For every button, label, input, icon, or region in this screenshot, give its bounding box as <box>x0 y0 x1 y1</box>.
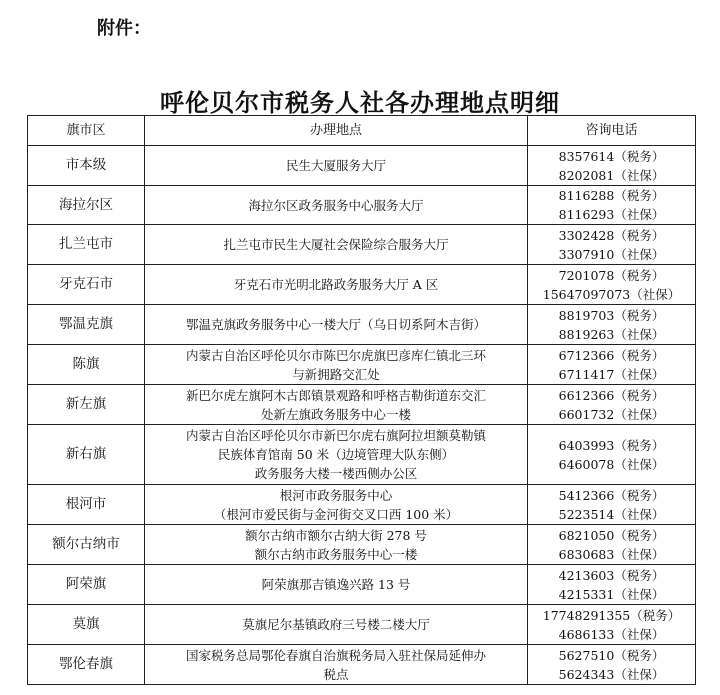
address-cell <box>145 485 528 525</box>
tax-phone: 5412366（税务） <box>558 487 665 503</box>
social-security-phone: 6460078（社保） <box>558 456 665 472</box>
tax-phone: 6712366（税务） <box>558 347 665 363</box>
table-row <box>28 186 696 225</box>
address-cell <box>145 305 528 345</box>
address-line: （根河市爱民街与金河街交叉口西 100 米） <box>213 506 459 522</box>
address-line: 民族体育馆南 50 米（边境管理大队东侧） <box>217 447 455 462</box>
social-security-phone: 4215331（社保） <box>558 586 665 602</box>
address-line: 内蒙古自治区呼伦贝尔市陈巴尔虎旗巴彦库仁镇北三环 <box>185 347 486 363</box>
address-line: 民生大厦服务大厅 <box>285 158 386 173</box>
social-security-phone: 6830683（社保） <box>558 546 665 562</box>
district-cell: 额尔古纳市 <box>28 525 145 565</box>
district-cell: 根河市 <box>28 485 145 525</box>
table-row <box>28 645 696 685</box>
tax-phone: 3302428（税务） <box>558 227 665 243</box>
tax-phone: 7201078（税务） <box>558 267 665 283</box>
phone-cell <box>528 225 696 265</box>
phone-cell <box>528 385 696 425</box>
address-line: 税点 <box>323 666 349 682</box>
tax-phone: 8116288（税务） <box>558 188 665 203</box>
address-line: 额尔古纳市额尔古纳大街 278 号 <box>245 527 427 543</box>
table-row <box>28 425 696 485</box>
tax-phone: 8819703（税务） <box>558 307 665 323</box>
column-header-district: 旗市区 <box>28 116 145 146</box>
phone-cell <box>528 265 696 305</box>
address-line: 莫旗尼尔基镇政府三号楼二楼大厅 <box>242 617 430 632</box>
tax-phone: 6821050（税务） <box>558 527 665 543</box>
phone-cell <box>528 146 696 186</box>
address-cell <box>145 186 528 225</box>
tax-phone: 5627510（税务） <box>558 647 665 663</box>
table-row <box>28 385 696 425</box>
address-cell <box>145 605 528 645</box>
table-row <box>28 225 696 265</box>
district-cell: 新右旗 <box>28 425 145 485</box>
address-cell <box>145 225 528 265</box>
table-row <box>28 146 696 186</box>
tax-phone: 6403993（税务） <box>558 437 665 453</box>
district-cell: 莫旗 <box>28 605 145 645</box>
tax-phone: 17748291355（税务） <box>542 607 681 623</box>
address-cell <box>145 645 528 685</box>
phone-cell <box>528 345 696 385</box>
address-line: 处新左旗政务服务中心一楼 <box>260 406 411 422</box>
social-security-phone: 3307910（社保） <box>558 246 665 262</box>
phone-cell <box>528 425 696 485</box>
social-security-phone: 8116293（社保） <box>558 207 665 222</box>
address-cell <box>145 425 528 485</box>
table-row <box>28 525 696 565</box>
column-header-phone: 咨询电话 <box>528 116 696 146</box>
social-security-phone: 5624343（社保） <box>558 666 665 682</box>
table-row <box>28 605 696 645</box>
district-cell: 牙克石市 <box>28 265 145 305</box>
address-cell <box>145 265 528 305</box>
address-cell <box>145 146 528 186</box>
social-security-phone: 6601732（社保） <box>558 406 665 422</box>
phone-cell <box>528 305 696 345</box>
address-line: 海拉尔区政务服务中心服务大厅 <box>248 197 424 213</box>
table-body <box>28 146 696 685</box>
table-row <box>28 485 696 525</box>
tax-phone: 6612366（税务） <box>558 387 665 403</box>
district-cell: 鄂伦春旗 <box>28 645 145 685</box>
table-row <box>28 265 696 305</box>
social-security-phone: 4686133（社保） <box>558 626 665 642</box>
social-security-phone: 6711417（社保） <box>558 366 665 382</box>
address-line: 政务服务大楼一楼西侧办公区 <box>254 466 418 481</box>
address-line: 扎兰屯市民生大厦社会保险综合服务大厅 <box>223 237 449 252</box>
tax-phone: 4213603（税务） <box>558 567 665 583</box>
address-line: 根河市政务服务中心 <box>279 487 393 503</box>
district-cell: 扎兰屯市 <box>28 225 145 265</box>
table-row <box>28 565 696 605</box>
address-line: 阿荣旗那吉镇逸兴路 13 号 <box>261 577 411 592</box>
social-security-phone: 8819263（社保） <box>558 326 665 342</box>
address-cell <box>145 525 528 565</box>
district-cell: 陈旗 <box>28 345 145 385</box>
district-cell: 鄂温克旗 <box>28 305 145 345</box>
phone-cell <box>528 186 696 225</box>
address-line: 鄂温克旗政务服务中心一楼大厅（乌日切系阿木吉街） <box>185 317 486 332</box>
social-security-phone: 15647097073（社保） <box>542 286 681 302</box>
phone-cell <box>528 485 696 525</box>
social-security-phone: 8202081（社保） <box>558 167 665 183</box>
address-line: 内蒙古自治区呼伦贝尔市新巴尔虎右旗阿拉坦额莫勒镇 <box>185 428 486 443</box>
attachment-label: 附件： <box>97 18 151 39</box>
district-cell: 新左旗 <box>28 385 145 425</box>
document-title: 呼伦贝尔市税务人社各办理地点明细 <box>160 89 560 117</box>
address-line: 新巴尔虎左旗阿木古郎镇景观路和呼格吉勒街道东交汇 <box>185 387 486 403</box>
office-locations-table <box>27 115 696 685</box>
address-cell <box>145 385 528 425</box>
social-security-phone: 5223514（社保） <box>558 506 665 522</box>
phone-cell <box>528 565 696 605</box>
table-row <box>28 305 696 345</box>
phone-cell <box>528 645 696 685</box>
district-cell: 市本级 <box>28 146 145 186</box>
phone-cell <box>528 605 696 645</box>
phone-cell <box>528 525 696 565</box>
address-line: 额尔古纳市政务服务中心一楼 <box>254 546 418 562</box>
district-cell: 海拉尔区 <box>28 186 145 225</box>
column-header-address: 办理地点 <box>145 116 528 146</box>
tax-phone: 8357614（税务） <box>558 148 665 164</box>
district-cell: 阿荣旗 <box>28 565 145 605</box>
table-header-row <box>28 116 696 146</box>
address-cell <box>145 345 528 385</box>
address-cell <box>145 565 528 605</box>
address-line: 牙克石市光明北路政务服务大厅 A 区 <box>233 277 439 292</box>
table-row <box>28 345 696 385</box>
address-line: 国家税务总局鄂伦春旗自治旗税务局入驻社保局延伸办 <box>185 647 486 663</box>
address-line: 与新拥路交汇处 <box>292 366 380 382</box>
